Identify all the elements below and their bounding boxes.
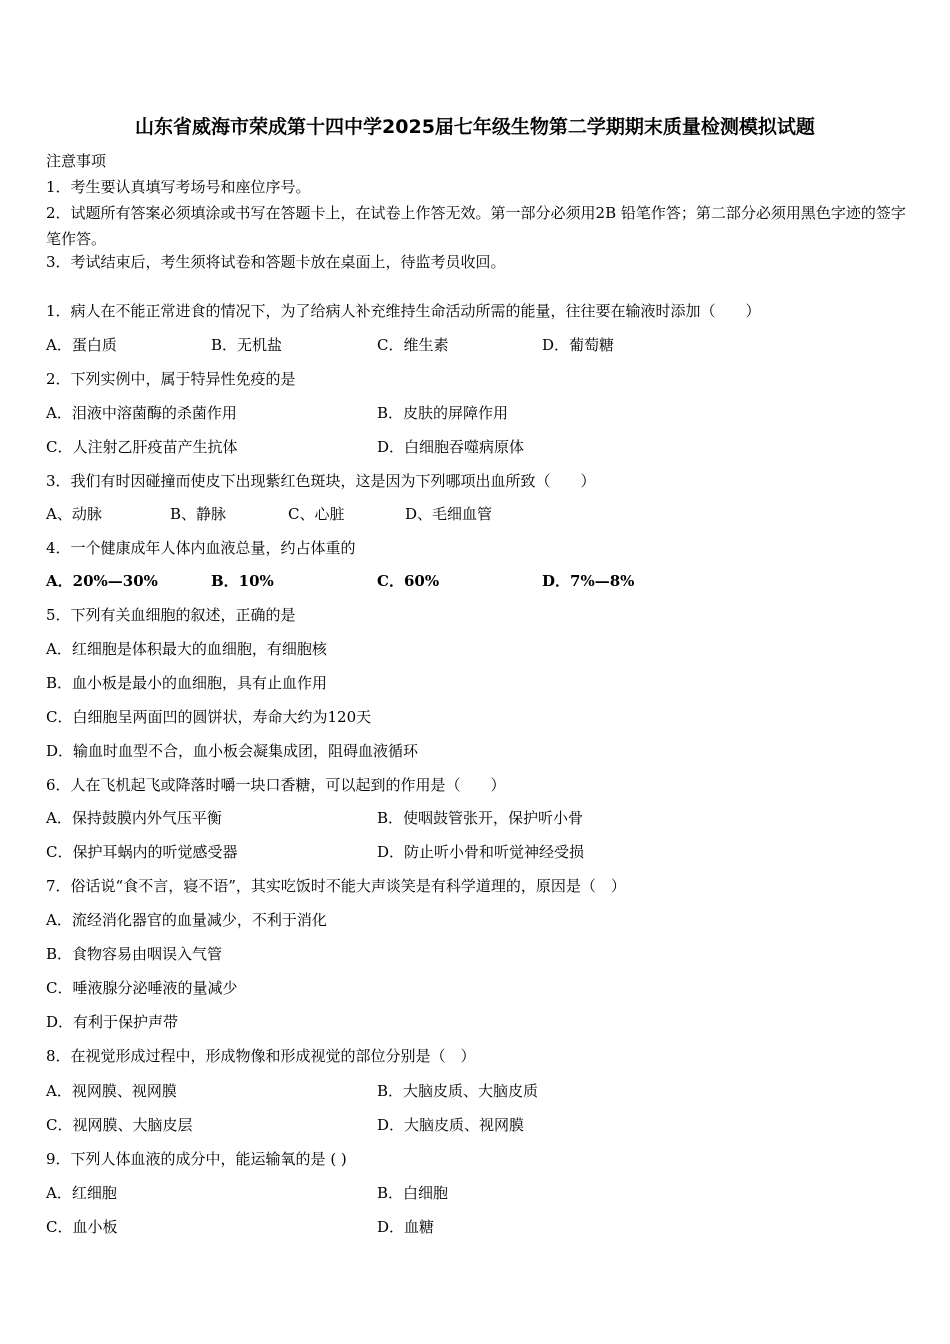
option: B．无机盐 xyxy=(211,336,283,354)
question-stem: 3．我们有时因碰撞而使皮下出现紫红色斑块，这是因为下列哪项出血所致（ ） xyxy=(46,472,596,490)
option: A．视网膜、视网膜 xyxy=(46,1082,177,1100)
question-stem: 8．在视觉形成过程中，形成物像和形成视觉的部位分别是（ ） xyxy=(46,1047,476,1065)
option: A．保持鼓膜内外气压平衡 xyxy=(46,809,222,827)
option: D．葡萄糖 xyxy=(542,336,615,354)
option: C．白细胞呈两面凹的圆饼状，寿命大约为120天 xyxy=(46,708,372,726)
option: D．有利于保护声带 xyxy=(46,1013,179,1031)
option: C．视网膜、大脑皮层 xyxy=(46,1116,193,1134)
option: A．红细胞是体积最大的血细胞，有细胞核 xyxy=(46,640,327,658)
option: B．10% xyxy=(211,572,274,590)
question-stem: 2．下列实例中，属于特异性免疫的是 xyxy=(46,370,296,388)
option: A．流经消化器官的血量减少，不利于消化 xyxy=(46,911,327,929)
option: B．皮肤的屏障作用 xyxy=(377,404,509,422)
question-stem: 9．下列人体血液的成分中，能运输氧的是 ( ) xyxy=(46,1150,347,1168)
option: B．大脑皮质、大脑皮质 xyxy=(377,1082,539,1100)
option: B．血小板是最小的血细胞，具有止血作用 xyxy=(46,674,328,692)
option: A．红细胞 xyxy=(46,1184,117,1202)
option: C．60% xyxy=(377,572,440,590)
notice-heading: 注意事项 xyxy=(46,152,107,170)
option: C．血小板 xyxy=(46,1218,118,1236)
question-stem: 4．一个健康成年人体内血液总量，约占体重的 xyxy=(46,539,356,557)
option: D．血糖 xyxy=(377,1218,435,1236)
option: D、毛细血管 xyxy=(405,505,493,523)
option: D．大脑皮质、视网膜 xyxy=(377,1116,525,1134)
question-stem: 6．人在飞机起飞或降落时嚼一块口香糖，可以起到的作用是（ ） xyxy=(46,776,506,794)
option: D．输血时血型不合，血小板会凝集成团，阻碍血液循环 xyxy=(46,742,419,760)
page-title: 山东省威海市荣成第十四中学2025届七年级生物第二学期期末质量检测模拟试题 xyxy=(135,116,815,138)
option: A．蛋白质 xyxy=(46,336,117,354)
option: D．白细胞吞噬病原体 xyxy=(377,438,525,456)
option: C．保护耳蜗内的听觉感受器 xyxy=(46,843,238,861)
question-stem: 5．下列有关血细胞的叙述，正确的是 xyxy=(46,606,296,624)
option: C．维生素 xyxy=(377,336,449,354)
option: C．唾液腺分泌唾液的量减少 xyxy=(46,979,238,997)
notice-item: 2．试题所有答案必须填涂或书写在答题卡上，在试卷上作答无效。第一部分必须用2B 铅笔作答；第二部分必须用黑色字迹的签字笔作答。 xyxy=(46,204,906,248)
option: B、静脉 xyxy=(170,505,227,523)
option: B．使咽鼓管张开，保护听小骨 xyxy=(377,809,584,827)
option: C、心脏 xyxy=(288,505,345,523)
option: D．防止听小骨和听觉神经受损 xyxy=(377,843,585,861)
option: A、动脉 xyxy=(46,505,102,523)
option: A．20%—30% xyxy=(46,572,158,590)
notice-item: 1．考生要认真填写考场号和座位序号。 xyxy=(46,178,311,196)
option: B．白细胞 xyxy=(377,1184,449,1202)
notice-item: 3．考试结束后，考生须将试卷和答题卡放在桌面上，待监考员收回。 xyxy=(46,253,506,271)
option: D．7%—8% xyxy=(542,572,635,590)
option: A．泪液中溶菌酶的杀菌作用 xyxy=(46,404,237,422)
option: C．人注射乙肝疫苗产生抗体 xyxy=(46,438,238,456)
option: B．食物容易由咽误入气管 xyxy=(46,945,223,963)
question-stem: 1．病人在不能正常进食的情况下，为了给病人补充维持生命活动所需的能量，往往要在输液时添加（ ） xyxy=(46,302,761,320)
question-stem: 7．俗话说“食不言，寝不语”，其实吃饭时不能大声谈笑是有科学道理的，原因是（ ） xyxy=(46,877,626,895)
